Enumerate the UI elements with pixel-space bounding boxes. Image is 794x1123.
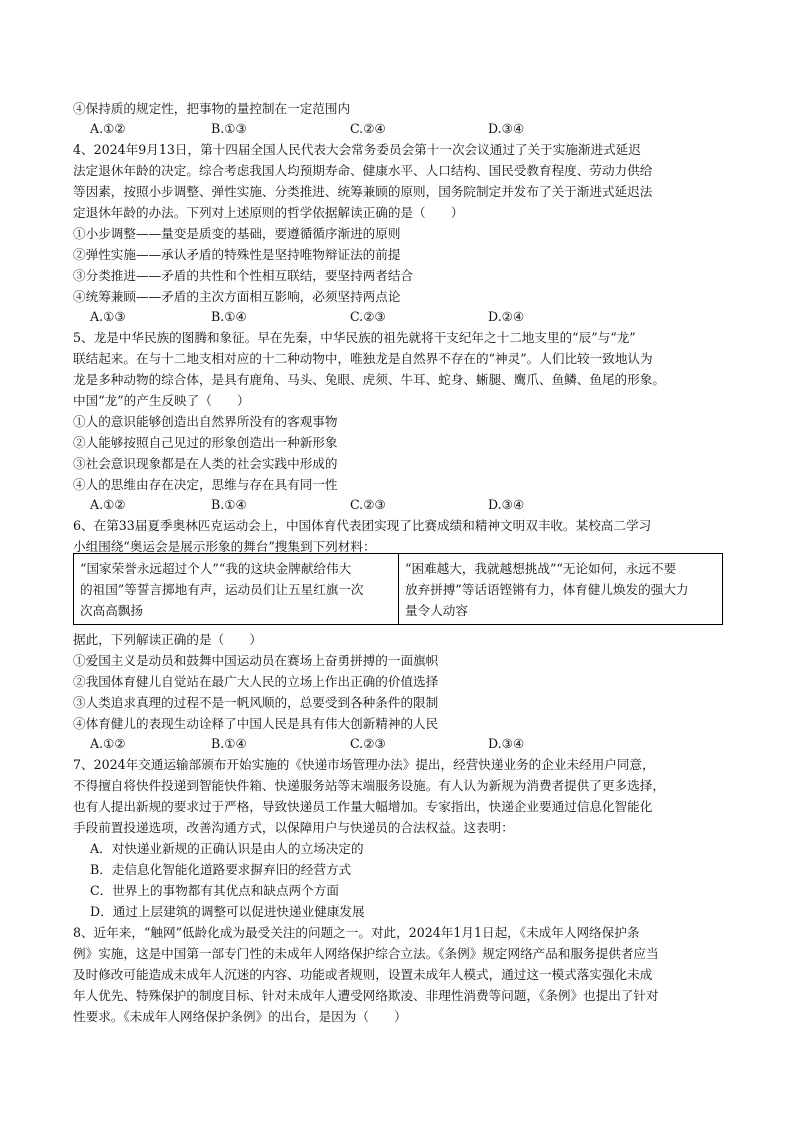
q6-choice-d: D.③④	[488, 736, 525, 751]
q5-option-2: ②人能够按照自己见过的形象创造出一种新形象	[73, 435, 338, 450]
q7-option-c: C．世界上的事物都有其优点和缺点两个方面	[90, 883, 339, 898]
q6-option-3: ③人类追求真理的过程不是一帆风顺的，总要受到各种条件的限制	[73, 695, 439, 710]
q5-stem-line: 联结起来。在与十二地支相对应的十二种动物中，唯独龙是自然界不存在的“神灵”。人们比较一致地认为	[73, 351, 653, 366]
q7-option-a: A．对快递业新规的正确认识是由人的立场决定的	[90, 841, 364, 856]
q4-choices	[90, 307, 650, 327]
q8-stem-line: 性要求。《未成年人网络保护条例》的出台，是因为（ ）	[73, 1009, 407, 1024]
q3-choice-c: C.②④	[350, 121, 386, 136]
table-cell-line: “国家荣誉永远超过个人”“我的这块金牌献给伟大	[80, 561, 352, 576]
q6-option-2: ②我国体育健儿自觉站在最广大人民的立场上作出正确的价值选择	[73, 674, 439, 689]
q6-question: 据此，下列解读正确的是（ ）	[73, 632, 262, 647]
q7-stem-line: 也有人提出新规的要求过于严格，导致快递员工作量大幅增加。专家指出，快递企业要通过信息化智能化	[73, 799, 653, 814]
q6-material-left	[74, 554, 398, 624]
q5-option-4: ④人的思维由存在决定，思维与存在具有同一性	[73, 477, 338, 492]
q8-stem-line: 例》实施，这是中国第一部专门性的未成年人网络保护综合立法。《条例》规定网络产品和服务提供者应当	[73, 946, 659, 961]
q4-option-4: ④统筹兼顾——矛盾的主次方面相互影响，必须坚持两点论	[73, 289, 401, 304]
q4-option-1: ①小步调整——量变是质变的基础，要遵循循序渐进的原则	[73, 226, 401, 241]
q4-stem-line: 等因素，按照小步调整、弹性实施、分类推进、统筹兼顾的原则，国务院制定并发布了关于渐进式延迟法	[73, 184, 653, 199]
q7-stem-line: 手段前置投递选项，改善沟通方式，以保障用户与快递员的合法权益。这表明：	[73, 820, 514, 835]
q5-choice-d: D.③④	[488, 497, 525, 512]
q6-material-right	[398, 554, 722, 624]
q5-option-1: ①人的意识能够创造出自然界所没有的客观事物	[73, 414, 338, 429]
q8-stem-line: 年人优先、特殊保护的制度目标、针对未成年人遭受网络欺凌、非理性消费等问题，《条例》也提出了针对	[73, 988, 659, 1003]
table-cell-line: 的祖国”等誓言掷地有声，运动员们让五星红旗一次	[80, 582, 364, 597]
q4-choice-a: A.①③	[90, 309, 126, 324]
q4-option-3: ③分类推进——矛盾的共性和个性相互联结，要坚持两者结合	[73, 268, 414, 283]
q8-stem-line: 及时修改可能造成未成年人沉迷的内容、功能或者规则，设置未成年人模式，通过这一模式落实强化未成	[73, 967, 653, 982]
q3-choice-d: D.③④	[488, 121, 525, 136]
q5-choice-c: C.②③	[350, 497, 386, 512]
q3-choice-b: B.①③	[211, 121, 247, 136]
q8-stem-line: 8、近年来，“触网”低龄化成为最受关注的问题之一。对此，2024年1月1日起，《未成年人网络保护条	[73, 925, 640, 940]
q5-choice-a: A.①②	[90, 497, 126, 512]
q4-stem-line: 法定退休年龄的决定。综合考虑我国人均预期寿命、健康水平、人口结构、国民受教育程度、劳动力供给	[73, 163, 653, 178]
table-cell-line: “困难越大，我就越想挑战”“无论如何，永远不要	[405, 561, 677, 576]
q6-choice-a: A.①②	[90, 736, 126, 751]
q5-choice-b: B.①④	[211, 497, 247, 512]
q6-stem-line: 小组围绕“奥运会是展示形象的舞台”搜集到下列材料：	[73, 539, 376, 554]
q6-option-4: ④体育健儿的表现生动诠释了中国人民是具有伟大创新精神的人民	[73, 716, 439, 731]
q5-stem-line: 龙是多种动物的综合体，是具有鹿角、马头、兔眼、虎须、牛耳、蛇身、蜥腿、鹰爪、鱼鳞、鱼尾的形象。	[73, 372, 665, 387]
q4-option-2: ②弹性实施——承认矛盾的特殊性是坚持唯物辩证法的前提	[73, 247, 401, 262]
q3-choice-a: A.①②	[90, 121, 126, 136]
q4-stem-line: 4、2024年9月13日，第十四届全国人民代表大会常务委员会第十一次会议通过了关于实施渐进式延迟	[73, 142, 641, 157]
q5-stem-line: 中国“龙”的产生反映了（ ）	[73, 393, 250, 408]
q4-choice-d: D.②④	[488, 309, 525, 324]
q7-stem-line: 7、2024年交通运输部颁布开始实施的《快递市场管理办法》提出，经营快递业务的企业未经用户同意，	[73, 757, 655, 772]
table-cell-line: 次高高飘扬	[80, 603, 143, 618]
q7-stem-line: 不得擅自将快件投递到智能快件箱、快递服务站等末端服务设施。有人认为新规为消费者提供了更多选择，	[73, 778, 665, 793]
q5-option-3: ③社会意识现象都是在人类的社会实践中形成的	[73, 456, 338, 471]
q4-stem-line: 定退休年龄的办法。下列对上述原则的哲学依据解读正确的是（ ）	[73, 205, 464, 220]
q6-choice-b: B.①④	[211, 736, 247, 751]
table-cell-line: 量令人动容	[405, 603, 468, 618]
q4-choice-b: B.①④	[211, 309, 247, 324]
q5-stem-line: 5、龙是中华民族的图腾和象征。早在先秦，中华民族的祖先就将干支纪年之十二地支里的“辰”与“龙”	[73, 330, 636, 345]
q6-stem-line: 6、在第33届夏季奥林匹克运动会上，中国体育代表团实现了比赛成绩和精神文明双丰收。某校高二学习	[73, 518, 652, 533]
q6-choice-c: C.②③	[350, 736, 386, 751]
q7-option-b: B．走信息化智能化道路要求摒弃旧的经营方式	[90, 862, 352, 877]
q6-choices	[90, 734, 650, 754]
q3-choices	[90, 119, 650, 139]
q7-option-d: D．通过上层建筑的调整可以促进快递业健康发展	[90, 904, 365, 919]
q3-option-4: ④保持质的规定性，把事物的量控制在一定范围内	[73, 101, 351, 116]
table-cell-line: 放弃拼搏”等话语铿锵有力，体育健儿焕发的强大力	[405, 582, 689, 597]
q6-material-table	[73, 553, 723, 625]
q5-choices	[90, 495, 650, 515]
q4-choice-c: C.②③	[350, 309, 386, 324]
q6-option-1: ①爱国主义是动员和鼓舞中国运动员在赛场上奋勇拼搏的一面旗帜	[73, 653, 439, 668]
